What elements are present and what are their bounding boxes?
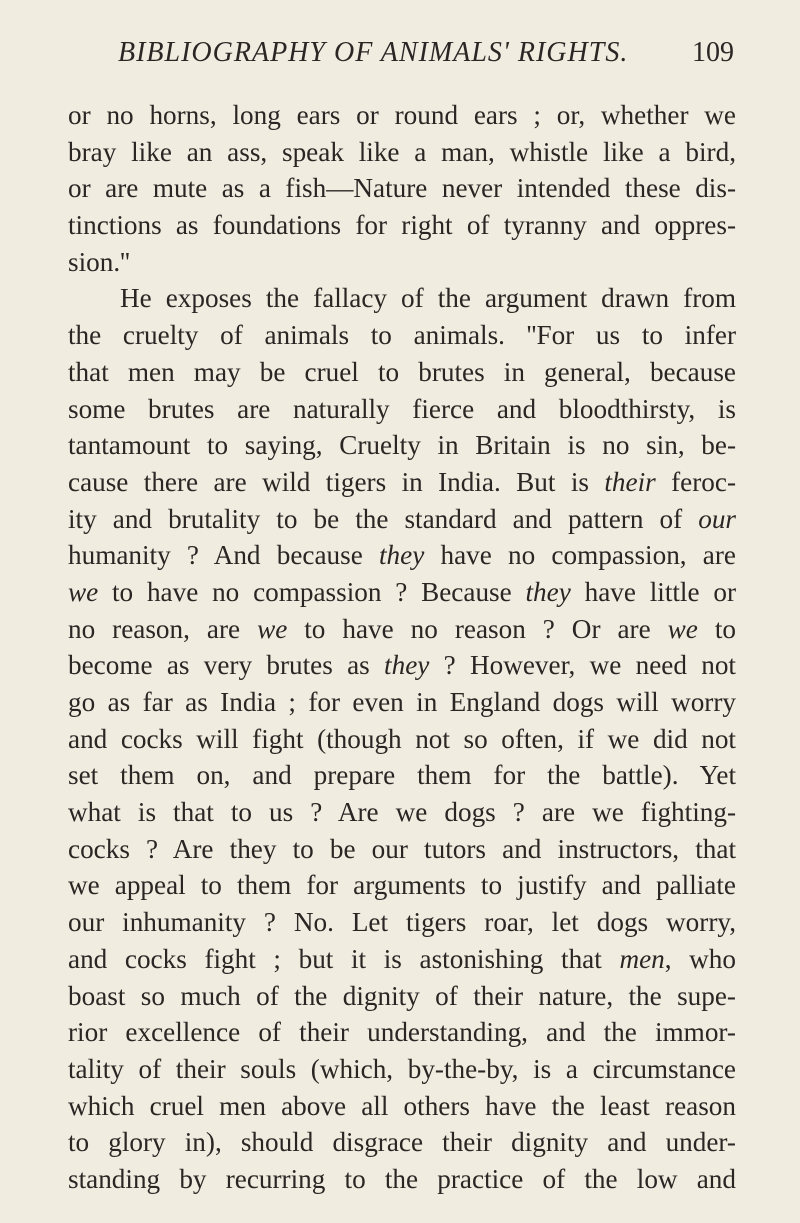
text-line bbox=[68, 501, 736, 538]
text-line bbox=[68, 904, 736, 941]
text-span: which cruel men above all others have the least reason bbox=[68, 1090, 736, 1121]
text-line bbox=[68, 170, 736, 207]
running-title: BIBLIOGRAPHY OF ANIMALS' RIGHTS. bbox=[118, 37, 629, 68]
text-span: go as far as India ; for even in England dogs will worry bbox=[68, 687, 736, 717]
text-span: what is that to us ? Are we dogs ? are we fighting- bbox=[68, 797, 736, 828]
text-span: tantamount to saying, Cruelty in Britain is no sin, be- bbox=[68, 430, 736, 461]
text-span: to have no reason ? Or are bbox=[287, 613, 668, 644]
text-line bbox=[68, 391, 736, 428]
text-span: He exposes the fallacy of the argument drawn from bbox=[120, 283, 736, 314]
text-span: cause there are wild tigers in India. But is bbox=[68, 466, 605, 497]
text-line bbox=[68, 244, 736, 281]
text-line bbox=[68, 684, 736, 721]
text-line bbox=[68, 794, 736, 831]
text-line bbox=[68, 721, 736, 758]
text-span: have no compassion, are bbox=[424, 540, 736, 571]
text-span: to bbox=[697, 613, 736, 644]
text-line bbox=[68, 207, 736, 244]
text-line bbox=[68, 97, 736, 134]
text-span: standing by recurring to the practice of the low and bbox=[68, 1163, 736, 1194]
text-line bbox=[68, 464, 736, 501]
text-span: bray like an ass, speak like a man, whistle like a bird, bbox=[68, 136, 736, 167]
text-line bbox=[68, 1161, 736, 1198]
text-line bbox=[68, 317, 736, 354]
italic-text: our bbox=[698, 503, 736, 534]
text-line bbox=[68, 611, 736, 648]
text-span: our inhumanity ? No. Let tigers roar, let dogs worry, bbox=[68, 907, 736, 938]
text-line bbox=[68, 1014, 736, 1051]
text-span: or are mute as a fish—Nature never intended these dis- bbox=[68, 173, 736, 204]
text-span: to have no compassion ? Because bbox=[98, 576, 526, 607]
text-span: humanity ? And because bbox=[68, 540, 379, 571]
text-line bbox=[68, 941, 736, 978]
text-line bbox=[68, 354, 736, 391]
text-span: , who bbox=[664, 943, 736, 974]
text-span: ity and brutality to be the standard and pattern of bbox=[68, 503, 699, 534]
text-span: boast so much of the dignity of their nature, the supe- bbox=[68, 980, 736, 1011]
text-span: tinctions as foundations for right of tyranny and oppres- bbox=[68, 210, 736, 241]
text-span: to glory in), should disgrace their dignity and under- bbox=[68, 1127, 736, 1158]
text-line bbox=[68, 978, 736, 1015]
italic-text: they bbox=[378, 540, 425, 571]
text-span: rior excellence of their understanding, and the immor- bbox=[68, 1017, 736, 1048]
page-number: 109 bbox=[692, 37, 734, 68]
text-line bbox=[68, 831, 736, 868]
italic-text: they bbox=[525, 576, 571, 607]
italic-text: men bbox=[619, 943, 665, 974]
italic-text: they bbox=[384, 650, 430, 681]
italic-text: we bbox=[667, 613, 698, 644]
running-head bbox=[118, 34, 734, 72]
text-span: ? However, we need not bbox=[429, 650, 736, 681]
text-span: some brutes are naturally fierce and bloodthirsty, is bbox=[68, 393, 736, 424]
text-line bbox=[68, 134, 736, 171]
text-span: and cocks will fight (though not so often, if we did not bbox=[68, 723, 736, 754]
text-line bbox=[68, 1124, 736, 1161]
text-span: or no horns, long ears or round ears ; or, whether we bbox=[68, 100, 736, 130]
text-span: tality of their souls (which, by-the-by, is a circumstance bbox=[68, 1053, 736, 1084]
italic-text: their bbox=[604, 466, 656, 497]
text-span: we appeal to them for arguments to justify and palliate bbox=[68, 870, 736, 901]
italic-text: we bbox=[68, 576, 99, 607]
text-span: set them on, and prepare them for the battle). Yet bbox=[68, 760, 736, 791]
text-line bbox=[68, 574, 736, 611]
body-text bbox=[68, 97, 736, 1198]
text-line bbox=[68, 867, 736, 904]
text-line bbox=[68, 1088, 736, 1125]
text-line bbox=[68, 537, 736, 574]
text-span: and cocks fight ; but it is astonishing that bbox=[68, 943, 620, 974]
text-line bbox=[68, 1051, 736, 1088]
text-span: feroc- bbox=[655, 466, 736, 497]
text-line bbox=[68, 647, 736, 684]
text-span: cocks ? Are they to be our tutors and instructors, that bbox=[68, 833, 736, 864]
text-span: no reason, are bbox=[68, 613, 258, 644]
text-line bbox=[68, 427, 736, 464]
text-span: the cruelty of animals to animals. ''For us to infer bbox=[68, 320, 736, 351]
italic-text: we bbox=[257, 613, 288, 644]
text-span: become as very brutes as bbox=[68, 650, 385, 681]
text-line bbox=[68, 757, 736, 794]
text-span: that men may be cruel to brutes in general, because bbox=[68, 356, 736, 387]
text-line bbox=[68, 280, 736, 317]
text-span: have little or bbox=[570, 576, 737, 607]
text-span: sion.'' bbox=[68, 246, 130, 277]
